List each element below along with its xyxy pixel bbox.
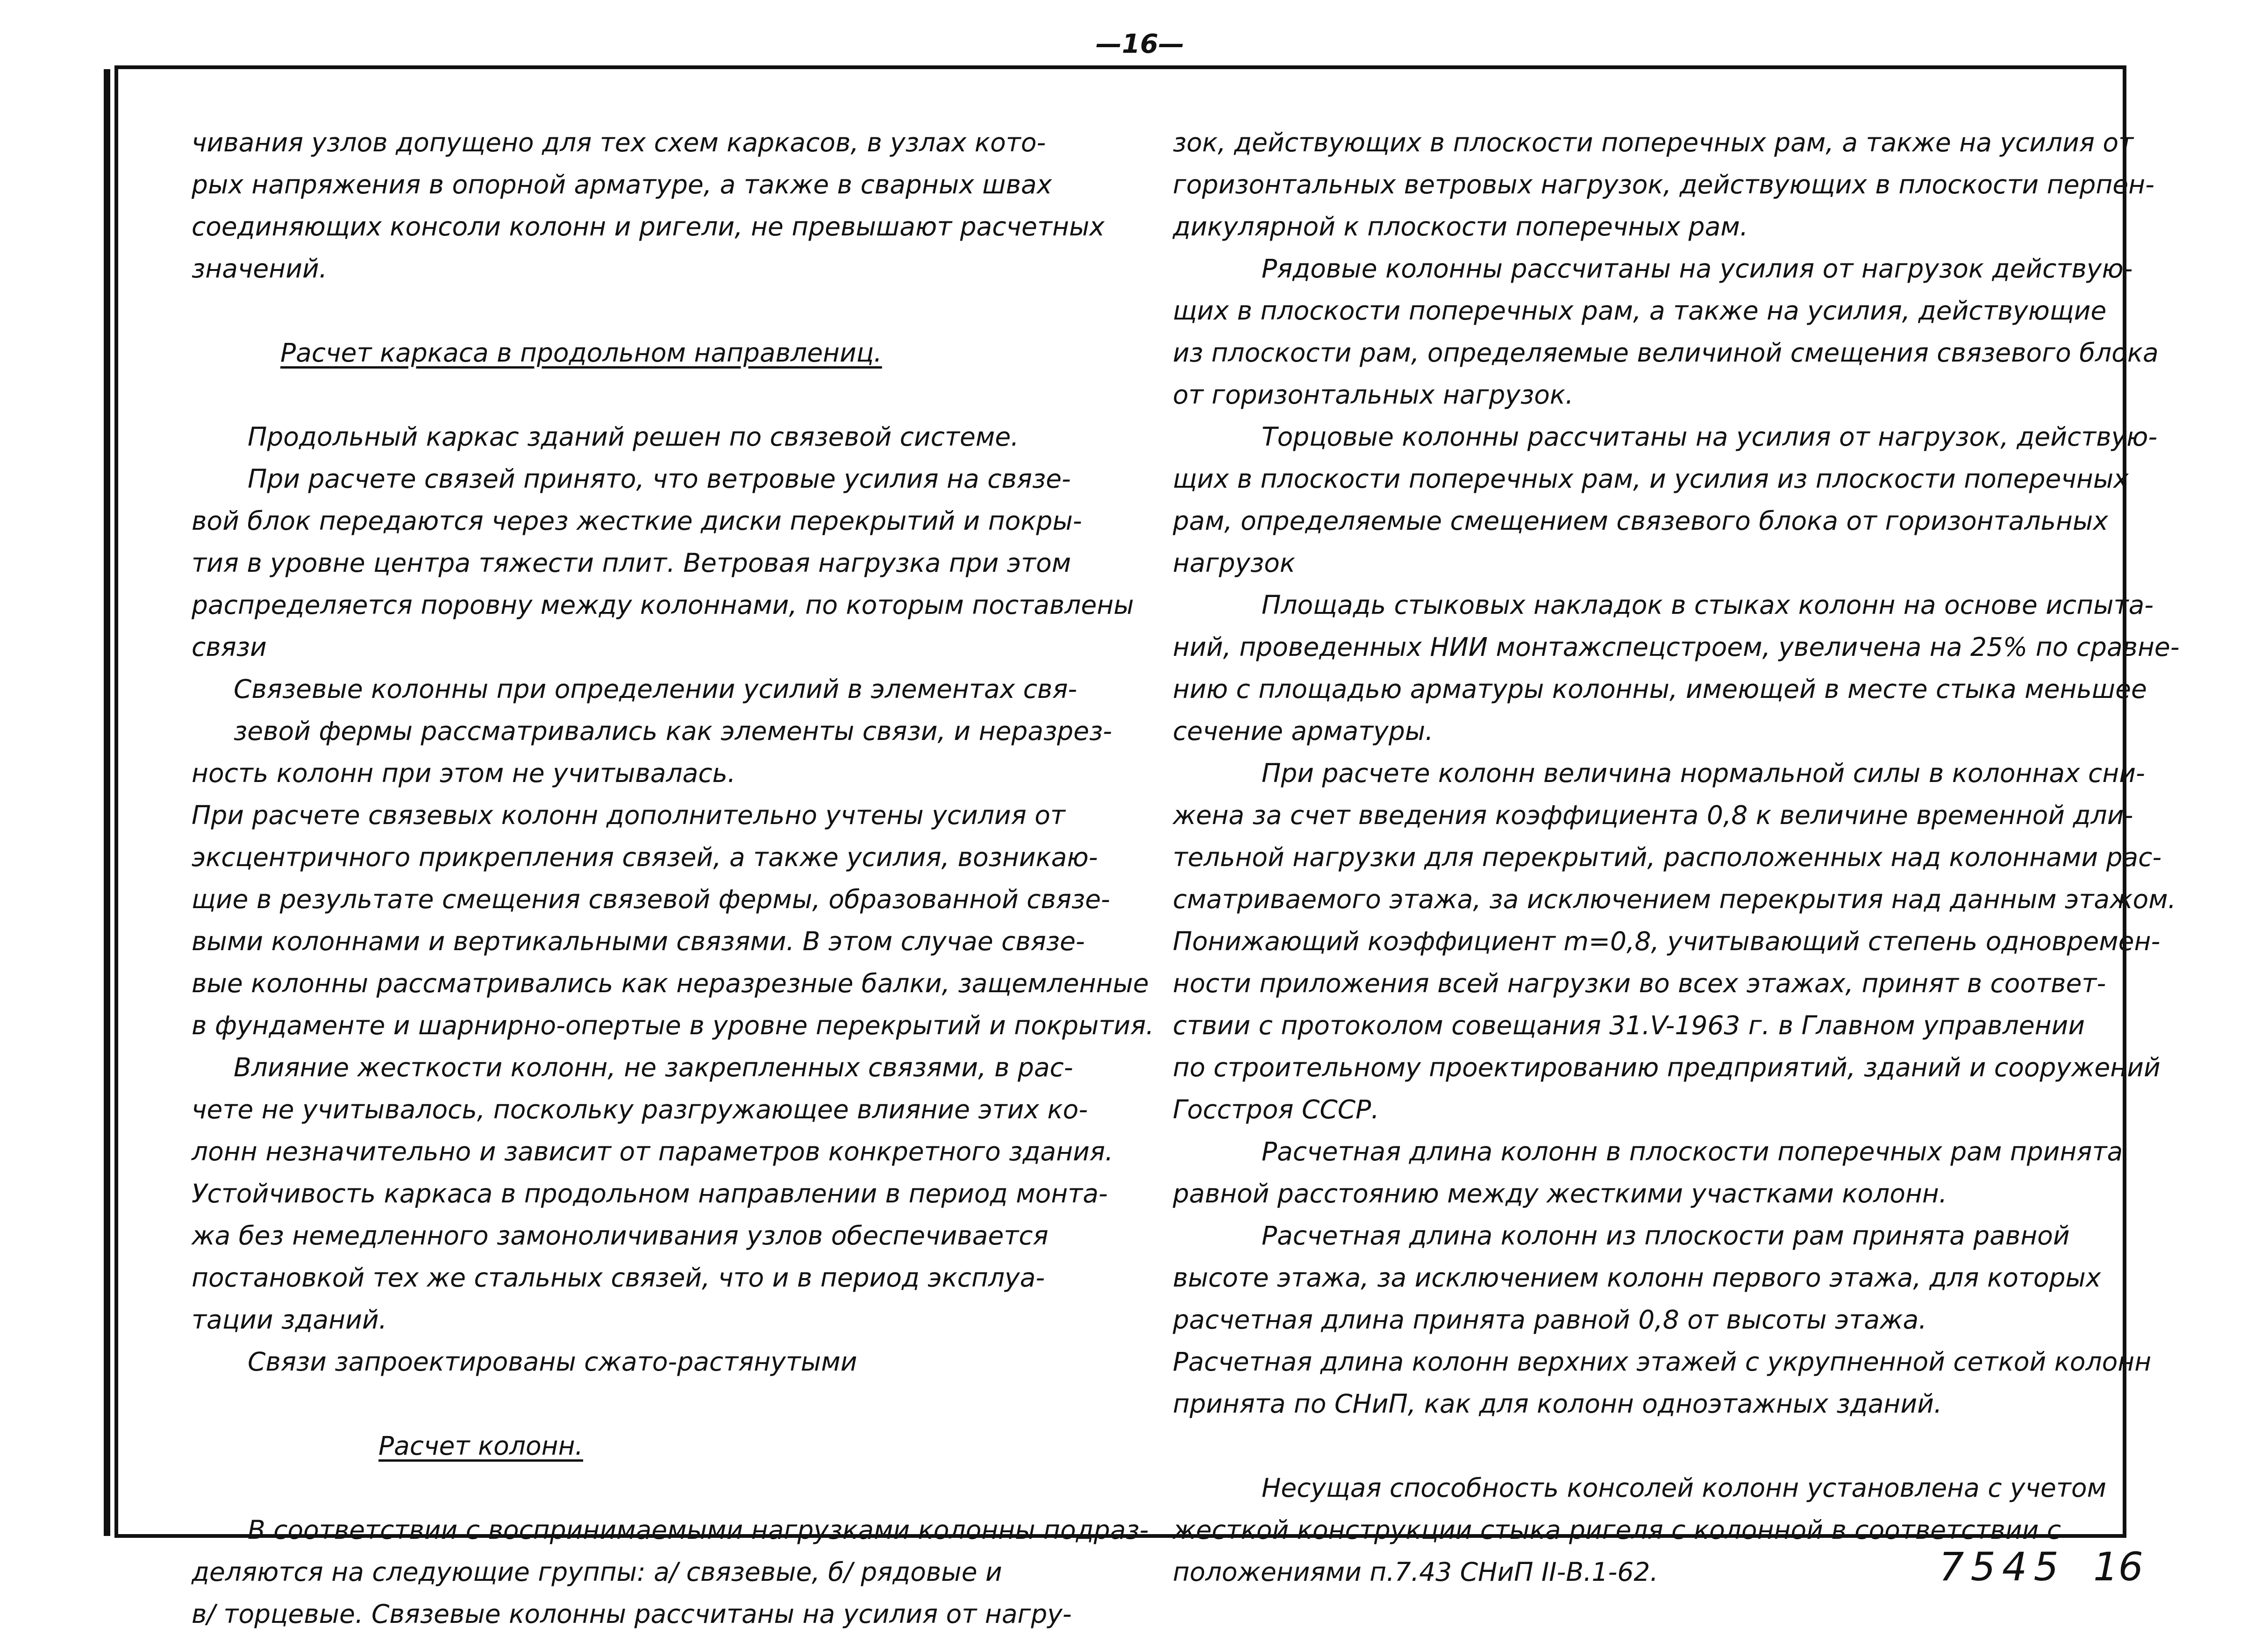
- text-line: в/ торцевые. Связевые колонны рассчитаны на усилия от нагру-: [192, 1599, 1072, 1629]
- text-line: тия в уровне центра тяжести плит. Ветровая нагрузка при этом: [192, 548, 1071, 578]
- text-line: постановкой тех же стальных связей, что и в период эксплуа-: [192, 1263, 1045, 1293]
- text-line: рам, определяемые смещением связевого блока от горизонтальных: [1173, 506, 2108, 536]
- text-line: выми колоннами и вертикальными связями. В этом случае связе-: [192, 926, 1085, 956]
- text-line: зок, действующих в плоскости поперечных рам, а также на усилия от: [1173, 128, 2134, 157]
- text-line: сматриваемого этажа, за исключением перекрытия над данным этажом.: [1173, 884, 2176, 914]
- text-line: из плоскости рам, определяемые величиной смещения связевого блока: [1173, 338, 2159, 368]
- text-line: ность колонн при этом не учитывалась.: [192, 758, 736, 788]
- text-line: ний, проведенных НИИ монтажспецстроем, увеличена на 25% по сравне-: [1173, 632, 2180, 662]
- left-text-column: [192, 121, 1163, 1635]
- text-line: от горизонтальных нагрузок.: [1173, 380, 1574, 410]
- text-line: Влияние жесткости колонн, не закрепленных связями, в рас-: [234, 1052, 1073, 1082]
- text-line: Несущая способность консолей колонн установлена с учетом: [1262, 1473, 2106, 1503]
- text-line: Понижающий коэффициент m=0,8, учитывающий степень одновремен-: [1173, 926, 2161, 956]
- text-line: [192, 374, 1163, 416]
- text-line: чете не учитывалось, поскольку разгружающее влияние этих ко-: [192, 1095, 1088, 1124]
- text-line: сечение арматуры.: [1173, 716, 1434, 746]
- text-line: щие в результате смещения связевой фермы, образованной связе-: [192, 884, 1110, 914]
- text-line: высоте этажа, за исключением колонн первого этажа, для которых: [1173, 1263, 2101, 1293]
- text-line: При расчете связевых колонн дополнительно учтены усилия от: [192, 800, 1065, 830]
- text-line: Расчетная длина колонн из плоскости рам принята равной: [1262, 1221, 2070, 1251]
- text-line: эксцентричного прикрепления связей, а также усилия, возникаю-: [192, 842, 1098, 872]
- text-line: зевой фермы рассматривались как элементы связи, и неразрез-: [234, 716, 1113, 746]
- text-line: лонн незначительно и зависит от параметров конкретного здания.: [192, 1137, 1113, 1166]
- text-line: в фундаменте и шарнирно-опертые в уровне перекрытий и покрытия.: [192, 1010, 1154, 1040]
- text-line: жесткой конструкции стыка ригеля с колонной в соответствии с: [1173, 1515, 2061, 1545]
- section-heading: Расчет каркаса в продольном направлениц.: [280, 338, 882, 368]
- text-line: Расчетная длина колонн в плоскости поперечных рам принята: [1262, 1137, 2123, 1166]
- document-code: 7545: [1939, 1544, 2065, 1590]
- text-line: дикулярной к плоскости поперечных рам.: [1173, 212, 1748, 242]
- text-line: Устойчивость каркаса в продольном направлении в период монта-: [192, 1179, 1108, 1208]
- text-line: Расчетная длина колонн верхних этажей с укрупненной сеткой колонн: [1173, 1347, 2152, 1377]
- text-line: Рядовые колонны рассчитаны на усилия от нагрузок действую-: [1262, 254, 2133, 284]
- text-line: ствии с протоколом совещания 31.V-1963 г. в Главном управлении: [1173, 1010, 2085, 1040]
- text-line: распределяется поровну между колоннами, по которым поставлены: [192, 590, 1134, 620]
- section-heading: Расчет колонн.: [378, 1431, 584, 1461]
- text-line: щих в плоскости поперечных рам, и усилия из плоскости поперечных: [1173, 464, 2129, 494]
- text-line: тации зданий.: [192, 1305, 387, 1335]
- text-line: нагрузок: [1173, 548, 1296, 578]
- text-line: горизонтальных ветровых нагрузок, действующих в плоскости перпен-: [1173, 170, 2154, 199]
- text-line: В соответствии с воспринимаемыми нагрузками колонны подраз-: [248, 1515, 1149, 1545]
- text-line: деляются на следующие группы: а/ связевые, б/ рядовые и: [192, 1557, 1002, 1587]
- text-line: [1173, 1425, 2159, 1467]
- text-line: по строительному проектированию предприятий, зданий и сооружений: [1173, 1052, 2161, 1082]
- text-line: чивания узлов допущено для тех схем каркасов, в узлах кото-: [192, 128, 1046, 157]
- text-line: нию с площадью арматуры колонны, имеющей в месте стыка меньшее: [1173, 674, 2147, 704]
- sheet-number: 16: [2093, 1544, 2143, 1590]
- text-line: жена за счет введения коэффициента 0,8 к величине временной дли-: [1173, 800, 2133, 830]
- text-line: рых напряжения в опорной арматуре, а также в сварных швах: [192, 170, 1052, 199]
- right-text-column: [1173, 121, 2180, 1593]
- text-line: положениями п.7.43 СНиП II-В.1-62.: [1173, 1557, 1658, 1587]
- text-line: При расчете связей принято, что ветровые усилия на связе-: [248, 464, 1071, 494]
- text-line: расчетная длина принята равной 0,8 от высоты этажа.: [1173, 1305, 1927, 1335]
- text-line: [192, 1467, 1163, 1509]
- text-line: вые колонны рассматривались как неразрезные балки, защемленные: [192, 968, 1149, 998]
- text-line: ности приложения всей нагрузки во всех этажах, принят в соответ-: [1173, 968, 2106, 998]
- text-line: принята по СНиП, как для колонн одноэтажных зданий.: [1173, 1389, 1942, 1419]
- text-line: щих в плоскости поперечных рам, а также на усилия, действующие: [1173, 296, 2107, 326]
- text-line: При расчете колонн величина нормальной силы в колоннах сни-: [1262, 758, 2145, 788]
- text-line: Связевые колонны при определении усилий в элементах свя-: [234, 674, 1077, 704]
- text-line: значений.: [192, 254, 328, 284]
- text-line: Продольный каркас зданий решен по связевой системе.: [248, 422, 1019, 452]
- text-line: равной расстоянию между жесткими участками колонн.: [1173, 1179, 1947, 1208]
- text-line: [192, 1383, 1163, 1425]
- text-line: тельной нагрузки для перекрытий, расположенных над колоннами рас-: [1173, 842, 2162, 872]
- text-line: жа без немедленного замоноличивания узлов обеспечивается: [192, 1221, 1048, 1251]
- text-line: Связи запроектированы сжато-растянутыми: [248, 1347, 857, 1377]
- text-line: [192, 290, 1163, 332]
- text-line: Госстроя СССР.: [1173, 1095, 1379, 1124]
- text-line: Площадь стыковых накладок в стыках колонн на основе испыта-: [1262, 590, 2154, 620]
- text-line: связи: [192, 632, 267, 662]
- frame-edge: [104, 69, 110, 1536]
- text-line: соединяющих консоли колонн и ригели, не превышают расчетных: [192, 212, 1105, 242]
- page-number: —16—: [1096, 29, 1184, 59]
- text-line: вой блок передаются через жесткие диски перекрытий и покры-: [192, 506, 1082, 536]
- text-line: Торцовые колонны рассчитаны на усилия от нагрузок, действую-: [1262, 422, 2158, 452]
